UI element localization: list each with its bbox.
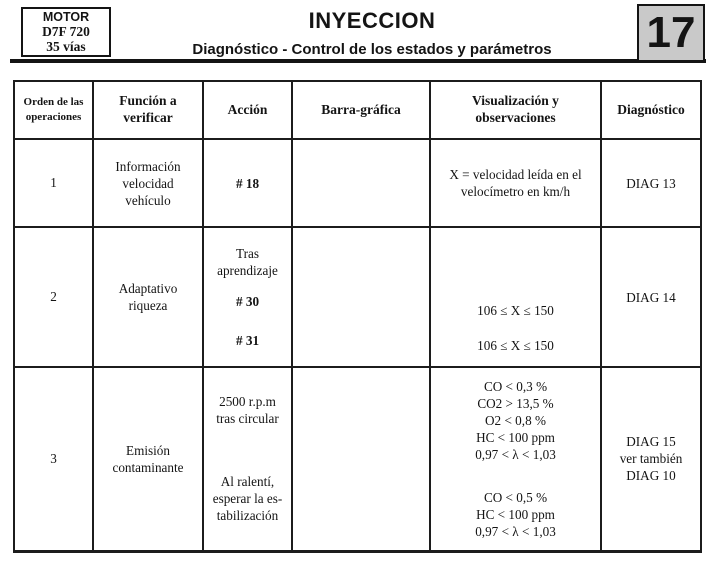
- accion-line: 2500 r.p.m: [219, 394, 276, 410]
- diagnostic-table: [13, 80, 702, 553]
- accion-line: tabilización: [216, 508, 279, 524]
- visual-line: CO2 > 13,5 %: [477, 395, 554, 411]
- cell-funcion-2: [93, 227, 203, 367]
- section-number-box: [637, 4, 705, 62]
- col-header-accion: Acción: [203, 81, 292, 139]
- cell-visual-1: [430, 139, 601, 227]
- section-number: 17: [646, 8, 696, 57]
- accion-code: # 30: [235, 294, 260, 309]
- engine-code: D7F 720: [42, 23, 90, 39]
- diag-ref: DIAG 14: [626, 289, 676, 305]
- table-row: [14, 367, 701, 551]
- col-header-orden: Orden de las operaciones: [14, 81, 93, 139]
- visual-line: CO < 0,3 %: [483, 378, 548, 394]
- table-row: [14, 227, 701, 367]
- motor-id-box: [21, 7, 111, 57]
- col-header-diagnostico: Diagnóstico: [601, 81, 701, 139]
- funcion-line: velocidad: [122, 175, 174, 191]
- cell-visual-3: [430, 367, 601, 551]
- cell-funcion-1: [93, 139, 203, 227]
- accion-line: aprendizaje: [217, 263, 278, 278]
- visual-line: 0,97 < λ < 1,03: [475, 523, 556, 539]
- cell-accion-3: [203, 367, 292, 551]
- header-divider: [10, 59, 706, 63]
- cell-barra-2: [292, 227, 430, 367]
- funcion-line: Información: [115, 158, 181, 174]
- accion-line: Tras: [236, 246, 259, 261]
- accion-code: # 18: [235, 175, 260, 191]
- cell-diag-2: [601, 227, 701, 367]
- visual-line: O2 < 0,8 %: [485, 412, 546, 428]
- diag-ref: DIAG 13: [626, 175, 676, 191]
- motor-label: MOTOR: [42, 9, 90, 24]
- accion-line: esperar la es-: [212, 491, 283, 507]
- col-header-barra-grafica: Barra-gráfica: [292, 81, 430, 139]
- page-title: INYECCION: [308, 8, 436, 33]
- visual-line: 106 ≤ X ≤ 150: [477, 338, 554, 353]
- accion-line: tras circular: [216, 411, 279, 427]
- cell-visual-2: [430, 227, 601, 367]
- cell-diag-1: [601, 139, 701, 227]
- cell-funcion-3: [93, 367, 203, 551]
- visual-line: HC < 100 ppm: [476, 506, 555, 522]
- table-header-row: [14, 81, 701, 139]
- funcion-line: Adaptativo: [118, 281, 178, 296]
- funcion-line: vehículo: [125, 192, 171, 208]
- accion-code: # 31: [235, 333, 260, 348]
- funcion-line: Emisión: [126, 442, 170, 458]
- col-header-funcion: Función a verificar: [93, 81, 203, 139]
- visual-line: 0,97 < λ < 1,03: [475, 446, 556, 462]
- funcion-line: riqueza: [128, 298, 168, 313]
- cell-barra-1: [292, 139, 430, 227]
- accion-line: Al ralentí,: [220, 474, 275, 490]
- diag-ref: DIAG 15: [626, 434, 676, 450]
- cell-order-1: 1: [14, 139, 93, 227]
- diag-ref: ver también: [619, 451, 683, 467]
- page-header: [112, 8, 632, 58]
- cell-diag-3: [601, 367, 701, 551]
- visual-line: CO < 0,5 %: [483, 489, 548, 505]
- funcion-line: contaminante: [112, 459, 184, 475]
- visual-line: HC < 100 ppm: [476, 429, 555, 445]
- table-row: [14, 139, 701, 227]
- cell-order-2: 2: [14, 227, 93, 367]
- visual-line: X = velocidad leída en el: [449, 167, 582, 182]
- cell-accion-1: [203, 139, 292, 227]
- cell-accion-2: [203, 227, 292, 367]
- page-subtitle: Diagnóstico - Control de los estados y parámetros: [192, 41, 552, 58]
- cell-barra-3: [292, 367, 430, 551]
- visual-line: 106 ≤ X ≤ 150: [477, 303, 554, 318]
- visual-line: velocímetro en km/h: [460, 184, 571, 199]
- diag-ref: DIAG 10: [626, 468, 676, 484]
- col-header-visualizacion: Visualización y observaciones: [430, 81, 601, 139]
- cell-order-3: 3: [14, 367, 93, 551]
- connector-ways: 35 vías: [46, 39, 86, 54]
